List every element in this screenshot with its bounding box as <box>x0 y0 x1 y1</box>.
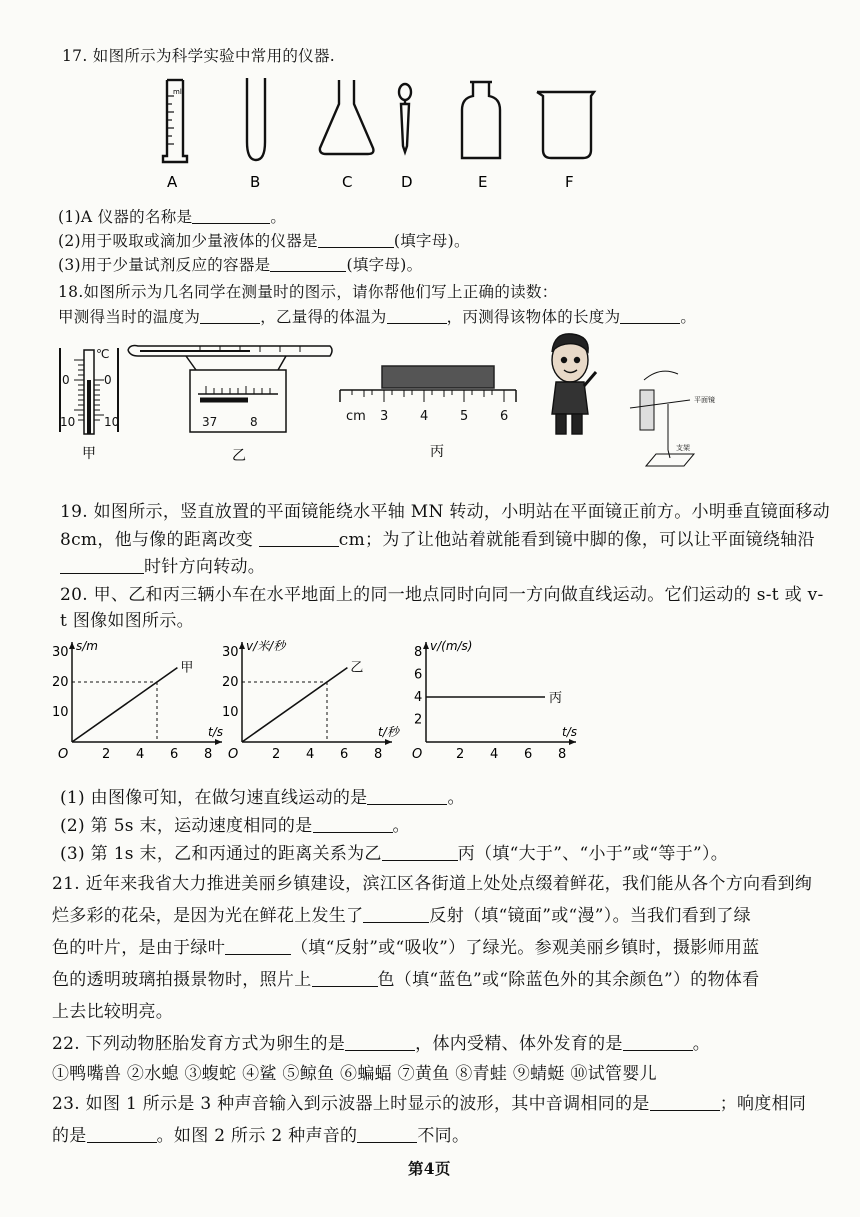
chart0-series-label: 甲 <box>180 660 194 676</box>
svg-text:0: 0 <box>62 373 70 387</box>
chart1-xtick: 6 <box>340 747 349 762</box>
q17-sub3: (3)用于少量试剂反应的容器是 (填字母)。 <box>58 256 423 274</box>
svg-text:5: 5 <box>460 409 469 424</box>
q20-line2: t 图像如图所示。 <box>60 611 194 631</box>
chart1-xtick: O <box>228 747 239 762</box>
thermometer-yi <box>128 346 332 433</box>
caption-yi: 乙 <box>232 448 246 464</box>
q17-sub2: (2)用于吸取或滴加少量液体的仪器是 (填字母)。 <box>58 232 470 250</box>
chart1-ytick: 30 <box>222 645 239 660</box>
svg-text:37: 37 <box>202 415 218 429</box>
q21-line1: 21. 近年来我省大力推进美丽乡镇建设，滨江区各街道上处处点缀着鲜花，我们能从各个方向看到绚 <box>52 874 813 894</box>
q21-line5: 上去比较明亮。 <box>52 1002 174 1022</box>
label-d: D <box>401 173 413 191</box>
q18-title: 18.如图所示为几名同学在测量时的图示，请你帮他们写上正确的读数： <box>58 283 558 301</box>
chart0-xtick: 8 <box>204 747 213 762</box>
q21-line3: 色的叶片，是由于绿叶 （填“反射”或“吸收”）了绿光。参观美丽乡镇时，摄影师用蓝 <box>52 938 760 958</box>
q19-line3: 时针方向转动。 <box>60 552 265 577</box>
chart2-xtick: 2 <box>456 747 465 762</box>
chart2-xlabel: t/s <box>562 725 577 739</box>
chart2-xtick: 6 <box>524 747 533 762</box>
chart0-xtick: 2 <box>102 747 111 762</box>
q20-sub2: (2) 第 5s 末，运动速度相同的是 。 <box>60 816 410 836</box>
chart1-series-line <box>242 668 347 742</box>
chart2-y-arrow <box>423 642 429 649</box>
chart2-xtick: 4 <box>490 747 499 762</box>
q23-line1: 23. 如图 1 所示是 3 种声音输入到示波器上时显示的波形，其中音调相同的是 ；响度相同 <box>52 1094 807 1114</box>
svg-text:支架: 支架 <box>676 444 690 452</box>
chart1-xtick: 4 <box>306 747 315 762</box>
page-number: 第4页 <box>408 1159 451 1178</box>
chart1-x-arrow <box>385 739 392 745</box>
chart0-xlabel: t/s <box>208 725 223 739</box>
chart0-xtick: 4 <box>136 747 145 762</box>
chart0-x-arrow <box>215 739 222 745</box>
q20-line1: 20. 甲、乙和丙三辆小车在水平地面上的同一地点同时向同一方向做直线运动。它们运动的 s-t 或 v- <box>60 585 824 605</box>
chart1-series-label: 乙 <box>350 660 364 676</box>
reagent-bottle-icon <box>462 82 500 158</box>
chart1-ylabel: v/米/秒 <box>246 639 286 653</box>
q21-line4: 色的透明玻璃拍摄景物时，照片上 色（填“蓝色”或“除蓝色外的其余颜色”）的物体看 <box>52 970 760 990</box>
svg-text:6: 6 <box>500 409 509 424</box>
chart2-ytick: 8 <box>414 645 423 660</box>
svg-text:8: 8 <box>250 415 258 429</box>
q20-sub1: (1) 由图像可知，在做匀速直线运动的是 。 <box>60 788 465 808</box>
beaker-icon <box>537 92 594 158</box>
q18-answer-line: 甲测得当时的温度为 ，乙量得的体温为 ，丙测得该物体的长度为 。 <box>58 308 697 326</box>
q17-title: 17. 如图所示为科学实验中常用的仪器. <box>62 47 336 65</box>
chart2-x-arrow <box>569 739 576 745</box>
chart2-ylabel: v/(m/s) <box>430 639 473 653</box>
q18-figures <box>0 330 860 480</box>
chart0-ylabel: s/m <box>76 639 98 653</box>
chart2-xtick: O <box>412 747 423 762</box>
chart1-ytick: 10 <box>222 705 239 720</box>
chart0-series-line <box>72 668 177 742</box>
q21-line2: 烂多彩的花朵，是因为光在鲜花上发生了 反射（填“镜面”或“漫”）。当我们看到了绿 <box>52 906 751 926</box>
dropper-icon <box>399 84 411 152</box>
label-c: C <box>342 173 353 191</box>
boy-cartoon-icon <box>552 334 596 434</box>
svg-text:3: 3 <box>380 409 389 424</box>
q22-line1: 22. 下列动物胚胎发育方式为卵生的是 ，体内受精、体外发育的是 。 <box>52 1034 711 1054</box>
q23-line2: 的是 。如图 2 所示 2 种声音的 不同。 <box>52 1126 470 1146</box>
label-f: F <box>565 173 574 191</box>
chart1-ytick: 20 <box>222 675 239 690</box>
svg-text:cm: cm <box>346 409 366 424</box>
svg-text:平面镜: 平面镜 <box>694 396 715 404</box>
chart2-ytick: 6 <box>414 667 423 683</box>
chart0-ytick: 30 <box>52 645 69 660</box>
q17-sub1: (1)A 仪器的名称是 。 <box>58 208 287 226</box>
conical-flask-icon <box>320 80 374 154</box>
chart2-xtick: 8 <box>558 747 567 762</box>
chart2-series-label: 丙 <box>549 691 563 706</box>
chart0-xtick: O <box>58 747 69 762</box>
chart1-xtick: 2 <box>272 747 281 762</box>
chart1-xlabel: t/秒 <box>378 725 399 739</box>
cylinder-mark: ml <box>173 88 182 96</box>
q22-options: ①鸭嘴兽 ②水螅 ③蝮蛇 ④鲨 ⑤鲸鱼 ⑥蝙蝠 ⑦黄鱼 ⑧青蛙 ⑨蜻蜓 ⑩试管婴儿 <box>52 1064 657 1084</box>
svg-text:10: 10 <box>104 415 120 429</box>
q19-line2: 8cm，他与像的距离改变 cm；为了让他站着就能看到镜中脚的像，可以让平面镜绕轴沿 <box>60 530 815 550</box>
label-a: A <box>167 173 178 191</box>
chart0-ytick: 10 <box>52 705 69 720</box>
q20-charts <box>0 628 860 778</box>
label-b: B <box>250 173 261 191</box>
q20-sub3: (3) 第 1s 末，乙和丙通过的距离关系为乙 丙（填“大于”、“小于”或“等于”）。 <box>60 844 729 864</box>
caption-jia: 甲 <box>82 446 96 462</box>
chart1-y-arrow <box>239 642 245 649</box>
chart2-ytick: 4 <box>414 690 423 705</box>
chart0-xtick: 6 <box>170 747 179 762</box>
chart2-ytick: 2 <box>414 712 423 728</box>
test-tube-icon <box>247 78 265 160</box>
svg-text:℃: ℃ <box>96 347 110 361</box>
chart1-xtick: 8 <box>374 747 383 762</box>
q19-line1: 19. 如图所示，竖直放置的平面镜能绕水平轴 MN 转动，小明站在平面镜正前方。小明垂直镜面移动 <box>60 502 830 522</box>
svg-text:10: 10 <box>60 415 76 429</box>
caption-bing: 丙 <box>430 444 444 460</box>
ruler-bing <box>340 366 516 402</box>
label-e: E <box>478 173 488 191</box>
chart0-ytick: 20 <box>52 675 69 690</box>
svg-text:0: 0 <box>104 373 112 387</box>
chart0-y-arrow <box>69 642 75 649</box>
svg-text:4: 4 <box>420 409 429 424</box>
